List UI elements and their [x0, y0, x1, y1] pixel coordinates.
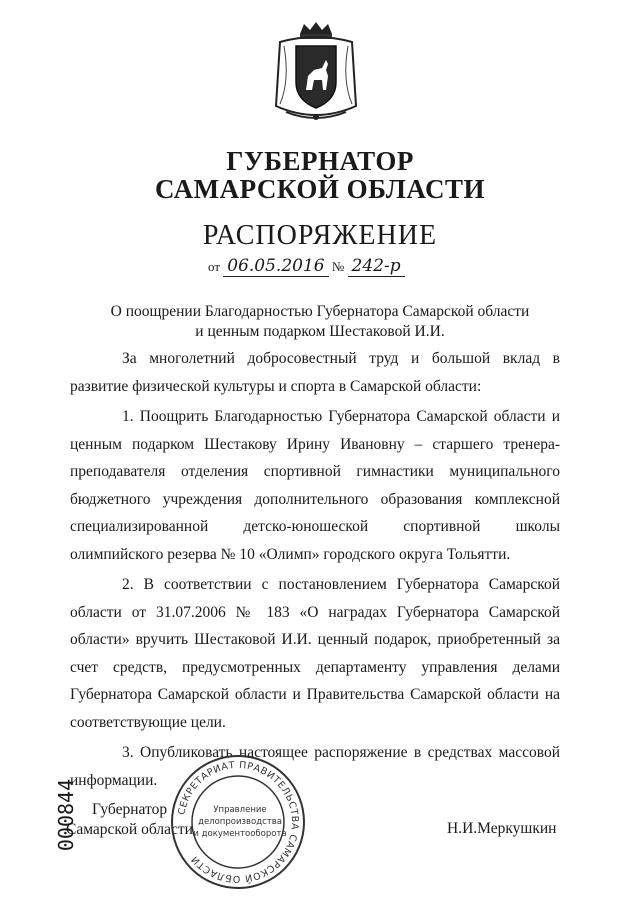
- stamp-center-line-3: и документооборота: [193, 829, 287, 839]
- stamp-center-line-2: делопроизводства: [198, 817, 282, 827]
- subject-heading: [0, 302, 640, 342]
- item-3-paragraph: 3. Опубликовать настоящее распоряжение в средствах массовой информации.: [70, 744, 560, 789]
- serial-number: [30, 778, 102, 852]
- date-prefix: от: [208, 259, 221, 274]
- position-line-1: Губернатор: [92, 801, 168, 818]
- stamp-center-line-1: Управление: [213, 805, 267, 815]
- number-prefix: №: [331, 259, 345, 274]
- date-number-line: [208, 256, 405, 277]
- handwritten-date: 06.05.2016: [227, 256, 325, 276]
- item-2-paragraph: 2. В соответствии с постановлением Губернатора Самарской области от 31.07.2006 № 183 «О наградах Губернатора Самарской области» вручить Шестаковой И.И. ценный подарок, приобретенный за счет средств, предусмотренных департаменту управления делами Губернатора Самарской области и Правительства Самарской области на соответствующие цели.: [70, 576, 560, 731]
- item-1-paragraph: 1. Поощрить Благодарностью Губернатора Самарской области и ценным подарком Шестакову Ирину Ивановну – старшего тренера-преподавателя отделения спортивной гимнастики муниципального бюджетного учреждения дополнительного образования комплексной специализированной детско-юношеской спортивной школы олимпийского резерва № 10 «Олимп» городского округа Тольятти.: [70, 408, 560, 563]
- document-body: [70, 345, 560, 794]
- stamp-ring-text: СЕКРЕТАРИАТ ПРАВИТЕЛЬСТВА САМАРСКОЙ ОБЛАСТИ: [176, 759, 301, 885]
- subject-line-1: О поощрении Благодарностью Губернатора Самарской области: [110, 303, 530, 320]
- signatory-name: Н.И.Меркушкин: [447, 820, 557, 837]
- doc-type-heading: РАСПОРЯЖЕНИЕ: [202, 220, 438, 251]
- official-stamp: [168, 752, 308, 892]
- title-governor: ГУБЕРНАТОР: [226, 146, 414, 176]
- title-region: САМАРСКОЙ ОБЛАСТИ: [154, 174, 486, 204]
- coat-of-arms-emblem: [270, 20, 362, 126]
- subject-line-2: и ценным подарком Шестаковой И.И.: [195, 323, 445, 340]
- handwritten-number: 242-р: [351, 256, 401, 276]
- serial-number-text: 000844: [54, 778, 79, 852]
- position-line-2: Самарской области: [66, 821, 193, 838]
- preamble-paragraph: За многолетний добросовестный труд и большой вклад в развитие физической культуры и спорта в Самарской области:: [70, 350, 560, 395]
